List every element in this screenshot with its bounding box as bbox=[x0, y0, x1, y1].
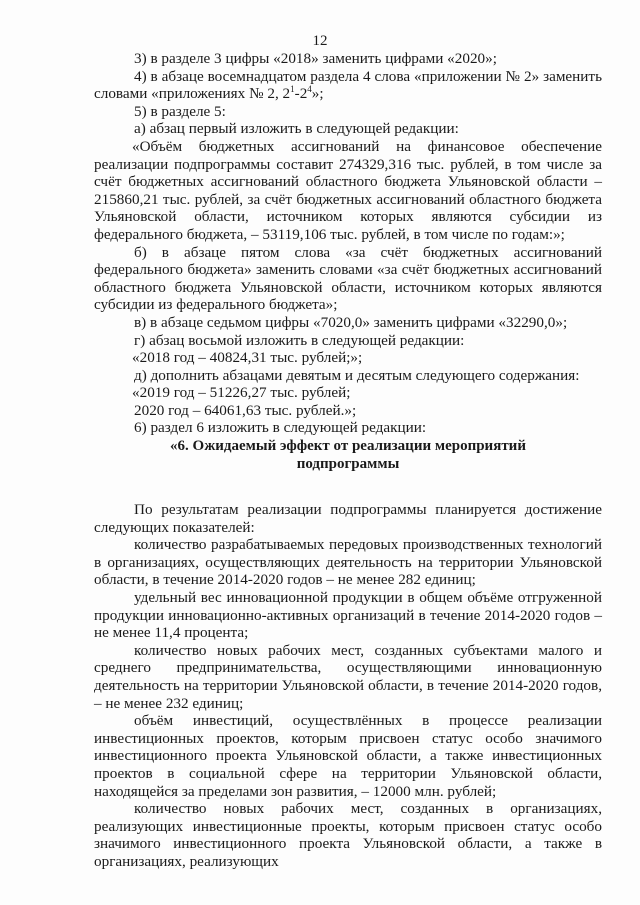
amendment-item-5d-line2: 2020 год – 64061,63 тыс. рублей.»; bbox=[134, 401, 357, 419]
indicator-item: количество новых рабочих мест, созданных субъектами малого и среднего предпринимательства, осуществляющими инновационную деятельность на территории Ульяновской области, в течение 2014-2020 годов, – не менее 232 единиц; bbox=[94, 641, 602, 712]
spacer bbox=[94, 473, 602, 501]
indicator-item: количество новых рабочих мест, созданных в организациях, реализующих инвестиционные проекты, которым присвоен статус особо значимого инвестиционного проекта Ульяновской области, а также в организациях, реализующих bbox=[94, 800, 602, 870]
amendment-item-5b: б) в абзаце пятом слова «за счёт бюджетных ассигнований федерального бюджета» заменить словами «за счёт бюджетных ассигнований областного бюджета Ульяновской области, источником которых являются субсидии из федерального бюджета»; bbox=[94, 243, 602, 314]
amendment-item-5a: а) абзац первый изложить в следующей редакции: bbox=[134, 120, 459, 138]
amendment-item-5g: г) абзац восьмой изложить в следующей редакции: bbox=[134, 331, 465, 349]
section-intro: По результатам реализации подпрограммы планируется достижение следующих показателей: bbox=[94, 501, 602, 536]
superscript: 1 bbox=[290, 84, 295, 95]
amendment-item-5d-line1: «2019 год – 51226,27 тыс. рублей; bbox=[132, 384, 351, 402]
section-heading-line2: подпрограммы bbox=[296, 456, 400, 473]
amendment-item-5g-text: «2018 год – 40824,31 тыс. рублей;»; bbox=[132, 349, 363, 367]
amendment-item-5d: д) дополнить абзацами девятым и десятым следующего содержания: bbox=[134, 366, 580, 384]
amendment-item-4-text: 4) в абзаце восемнадцатом раздела 4 слова «приложении № 2» заменить словами «приложениях № 2, 2 bbox=[94, 67, 602, 103]
document-body bbox=[94, 50, 602, 871]
page-number: 12 bbox=[312, 33, 328, 49]
amendment-item-3: 3) в разделе 3 цифры «2018» заменить цифрами «2020»; bbox=[134, 50, 497, 67]
amendment-item-4 bbox=[94, 68, 602, 103]
section-heading-line1: «6. Ожидаемый эффект от реализации мероприятий bbox=[170, 438, 526, 455]
amendment-item-6: 6) раздел 6 изложить в следующей редакции: bbox=[134, 419, 427, 437]
superscript: 4 bbox=[307, 84, 312, 95]
amendment-item-5a-text: «Объём бюджетных ассигнований на финансовое обеспечение реализации подпрограммы составит 274329,316 тыс. рублей, в том числе за счёт бюджетных ассигнований областного бюджета Ульяновской области – 215860,21 тыс. рублей, за счёт бюджетных ассигнований областного бюджета Ульяновской области, источником которых являются субсидии из федерального бюджета, – 53119,106 тыс. рублей, в том числе по годам:»; bbox=[94, 137, 602, 243]
amendment-item-5: 5) в разделе 5: bbox=[134, 102, 226, 120]
indicator-item: количество разрабатываемых передовых производственных технологий в организациях, осуществляющих деятельность на территории Ульяновской области, в течение 2014-2020 годов – не менее 282 единиц; bbox=[94, 536, 602, 589]
indicator-item: удельный вес инновационной продукции в общем объёме отгруженной продукции инновационно-активных организаций в течение 2014-2020 годов – не менее 11,4 процента; bbox=[94, 589, 602, 642]
amendment-item-4-text: -2 bbox=[294, 85, 308, 103]
amendment-item-4-text: »; bbox=[311, 85, 324, 103]
indicator-item: объём инвестиций, осуществлённых в процессе реализации инвестиционных проектов, которым присвоен статус особо значимого инвестиционного проекта Ульяновской области, а также инвестиционных проектов в социальной сфере на территории Ульяновской области, находящейся за пределами зон развития, – 12000 млн. рублей; bbox=[94, 712, 602, 800]
amendment-item-5v: в) в абзаце седьмом цифры «7020,0» заменить цифрами «32290,0»; bbox=[134, 313, 568, 331]
